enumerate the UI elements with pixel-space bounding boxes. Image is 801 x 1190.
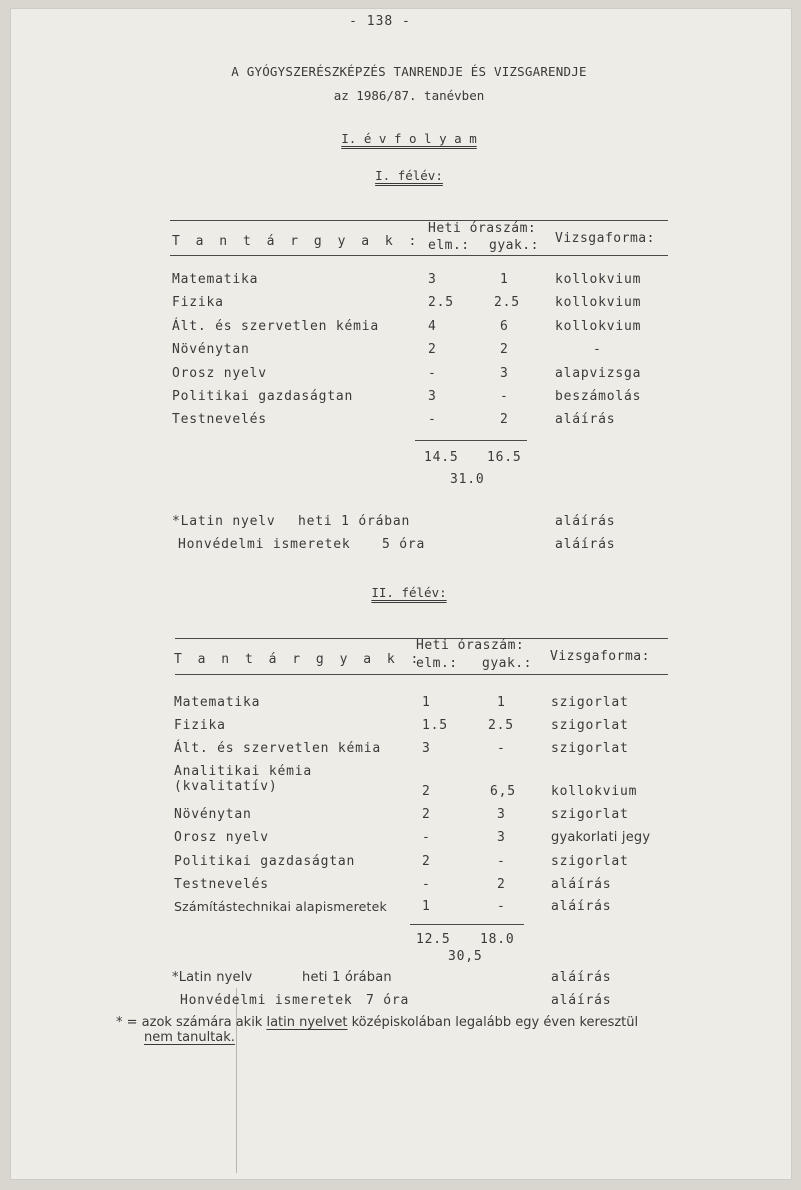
extra-exam: aláírás	[551, 993, 612, 1008]
page-number: - 138 -	[349, 14, 411, 29]
table1-top-rule	[170, 220, 668, 221]
table1-total-elm: 14.5	[424, 450, 459, 465]
exam-cell: gyakorlati jegy	[551, 830, 651, 845]
gyak-cell: 6,5	[490, 784, 516, 799]
table1-header-hours: Heti óraszám:	[428, 221, 537, 236]
exam-cell: szigorlat	[551, 807, 629, 822]
exam-cell: kollokvium	[555, 319, 642, 334]
exam-cell: beszámolás	[555, 389, 642, 404]
extra-subject: Honvédelmi ismeretek	[178, 537, 351, 552]
subject-cell: Analitikai kémia	[174, 764, 313, 779]
elm-cell: -	[428, 366, 437, 381]
table2-header-elm: elm.:	[416, 656, 458, 671]
subject-cell: Testnevelés	[172, 412, 267, 427]
subject-cell: Ált. és szervetlen kémia	[172, 319, 380, 334]
gyak-cell: 2	[500, 412, 509, 427]
table1-grand-total: 31.0	[450, 472, 485, 487]
table2-header-gyak: gyak.:	[482, 656, 532, 671]
table2-header-rule	[175, 674, 668, 675]
gyak-cell: -	[497, 899, 506, 914]
extra-subject: *Latin nyelv	[172, 970, 253, 985]
gyak-cell: -	[497, 741, 506, 756]
table1-header-rule	[170, 255, 668, 256]
gyak-cell: -	[500, 389, 509, 404]
subject-cell: Számítástechnikai alapismeretek	[174, 899, 387, 914]
elm-cell: -	[428, 412, 437, 427]
extra-exam: aláírás	[555, 537, 616, 552]
exam-cell: szigorlat	[551, 741, 629, 756]
exam-cell: aláírás	[551, 877, 612, 892]
exam-cell: aláírás	[551, 899, 612, 914]
subject-cell: Orosz nyelv	[172, 366, 267, 381]
semester1-heading: I. félév:	[375, 168, 443, 183]
gyak-cell: 6	[500, 319, 509, 334]
footnote-text-c: középiskolában legalább egy éven keresztül	[347, 1015, 639, 1030]
exam-cell: kollokvium	[555, 272, 642, 287]
gyak-cell: 1	[500, 272, 509, 287]
extra-subject: Honvédelmi ismeretek	[180, 993, 353, 1008]
subject-cell-continued: (kvalitatív)	[174, 779, 278, 794]
extra-hours: 5 óra	[382, 537, 426, 552]
elm-cell: 3	[428, 272, 437, 287]
elm-cell: 1	[422, 695, 431, 710]
elm-cell: 3	[428, 389, 437, 404]
elm-cell: 3	[422, 741, 431, 756]
table1-sum-rule	[415, 440, 527, 441]
gyak-cell: 2	[497, 877, 506, 892]
extra-hours: heti 1 órában	[298, 514, 411, 529]
subject-cell: Matematika	[174, 695, 261, 710]
elm-cell: -	[422, 877, 431, 892]
gyak-cell: 2.5	[488, 718, 514, 733]
elm-cell: 4	[428, 319, 437, 334]
elm-cell: -	[422, 830, 431, 845]
table1-header-subjects: T a n t á r g y a k :	[172, 234, 421, 249]
exam-cell: -	[593, 342, 602, 357]
table2-sum-rule	[410, 924, 524, 925]
table2-total-gyak: 18.0	[480, 932, 515, 947]
subject-cell: Ált. és szervetlen kémia	[174, 741, 382, 756]
semester2-heading: II. félév:	[371, 585, 447, 600]
table2-header-exam: Vizsgaforma:	[550, 649, 650, 664]
subject-cell: Növénytan	[174, 807, 252, 822]
table1-header-elm: elm.:	[428, 238, 470, 253]
subject-cell: Fizika	[172, 295, 224, 310]
extra-exam: aláírás	[555, 514, 616, 529]
gyak-cell: -	[497, 854, 506, 869]
exam-cell: aláírás	[555, 412, 616, 427]
exam-cell: kollokvium	[555, 295, 642, 310]
elm-cell: 2	[428, 342, 437, 357]
elm-cell: 2	[422, 854, 431, 869]
document-title: A GYÓGYSZERÉSZKÉPZÉS TANRENDJE ÉS VIZSGARENDJE	[231, 64, 587, 79]
elm-cell: 2	[422, 784, 431, 799]
table1-header-gyak: gyak.:	[489, 238, 539, 253]
subject-cell: Testnevelés	[174, 877, 269, 892]
exam-cell: szigorlat	[551, 718, 629, 733]
exam-cell: szigorlat	[551, 695, 629, 710]
footnote-text-b: latin nyelvet	[266, 1015, 348, 1030]
document-page	[10, 8, 792, 1180]
footnote-text-a: * = azok számára akik	[116, 1015, 267, 1030]
extra-exam: aláírás	[551, 970, 612, 985]
footnote-line1	[116, 1015, 638, 1030]
exam-cell: kollokvium	[551, 784, 638, 799]
gyak-cell: 1	[497, 695, 506, 710]
table1-header-exam: Vizsgaforma:	[555, 231, 655, 246]
table1-total-gyak: 16.5	[487, 450, 522, 465]
subject-cell: Növénytan	[172, 342, 250, 357]
gyak-cell: 3	[497, 807, 506, 822]
table2-header-hours: Heti óraszám:	[416, 638, 525, 653]
gyak-cell: 3	[500, 366, 509, 381]
subject-cell: Matematika	[172, 272, 259, 287]
subject-cell: Politikai gazdaságtan	[172, 389, 354, 404]
extra-hours: 7 óra	[366, 993, 410, 1008]
subject-cell: Fizika	[174, 718, 226, 733]
table2-total-elm: 12.5	[416, 932, 451, 947]
elm-cell: 2	[422, 807, 431, 822]
subject-cell: Politikai gazdaságtan	[174, 854, 356, 869]
elm-cell: 1	[422, 899, 431, 914]
year-heading: I. é v f o l y a m	[341, 131, 477, 146]
gyak-cell: 2	[500, 342, 509, 357]
footnote-line2: nem tanultak.	[144, 1030, 235, 1045]
extra-subject: *Latin nyelv	[172, 514, 276, 529]
gyak-cell: 2.5	[494, 295, 520, 310]
document-subtitle: az 1986/87. tanévben	[333, 88, 485, 103]
table2-header-subjects: T a n t á r g y a k :	[174, 652, 423, 667]
exam-cell: szigorlat	[551, 854, 629, 869]
exam-cell: alapvizsga	[555, 366, 642, 381]
subject-cell: Orosz nyelv	[174, 830, 269, 845]
extra-hours: heti 1 órában	[302, 970, 392, 985]
table2-grand-total: 30,5	[448, 949, 483, 964]
elm-cell: 2.5	[428, 295, 454, 310]
elm-cell: 1.5	[422, 718, 448, 733]
gyak-cell: 3	[497, 830, 506, 845]
